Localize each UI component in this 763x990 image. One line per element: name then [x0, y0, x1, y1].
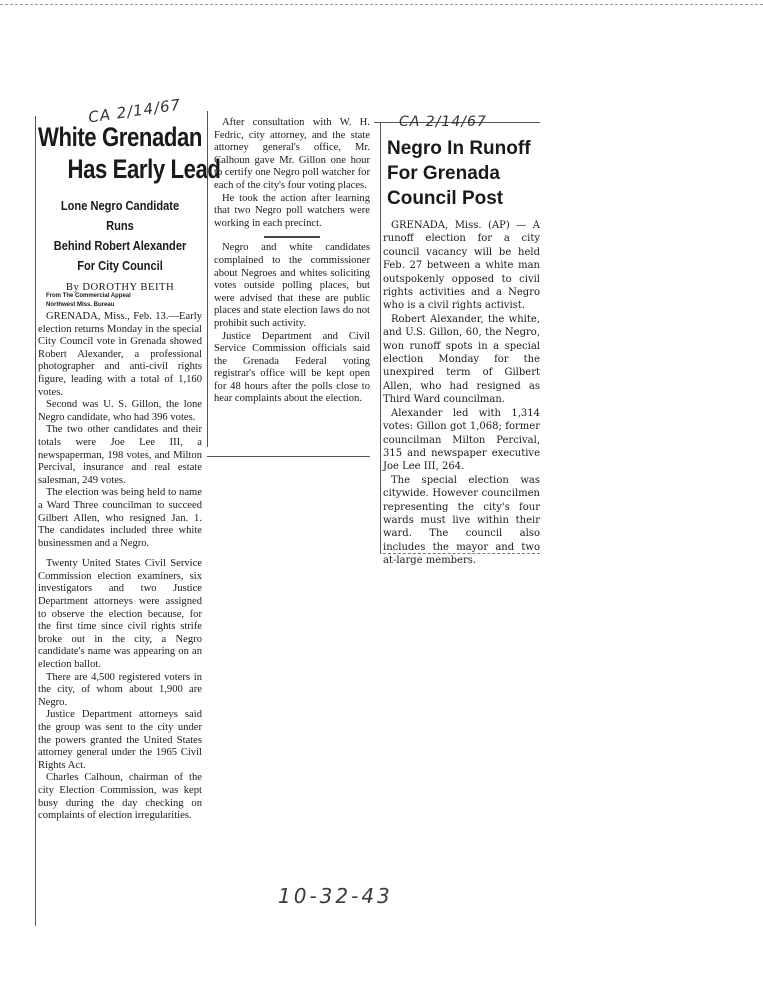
subheadline	[48, 196, 192, 276]
byline: By DOROTHY BEITH	[65, 282, 175, 293]
paragraph: Robert Alexander, the white, and U.S. Gillon, 60, the Negro, won runoff spots in a special election Monday for the unexpired term of Gilbert Allen, who had resigned as Third Ward councilman.	[383, 313, 540, 406]
headline	[387, 136, 540, 211]
handwritten-file-number: 10-32-43	[278, 884, 393, 908]
scan-edge-line	[0, 4, 763, 5]
headline-line-3: Council Post	[387, 188, 504, 209]
clipping-continuation	[214, 117, 370, 451]
credit-line-2: Northwest Miss. Bureau	[46, 302, 115, 308]
handwritten-date-note: CA 2/14/67	[399, 114, 487, 130]
clipping-rule	[383, 553, 540, 554]
clipping-rule	[207, 456, 370, 457]
paragraph: GRENADA, Miss. (AP) — A runoff election for a city council vacancy will be held Feb. 27 between a white man outspokenly opposed to civil rights activities and a Negro who is a civil rights activist.	[383, 220, 540, 312]
subheadline-line-1: Lone Negro Candidate Runs	[60, 199, 180, 233]
clipping-rule	[35, 116, 36, 926]
headline-line-1: White Grenadan	[38, 122, 203, 152]
paragraph: There are 4,500 registered voters in the city, of whom about 1,900 are Negro.	[38, 671, 202, 708]
credit-line-1: From The Commercial Appeal	[46, 293, 131, 299]
clipping-rule	[207, 111, 208, 447]
paragraph: After consultation with W. H. Fedric, city attorney, and the state attorney general's office, Mr. Calhoun gave Mr. Gillon one hour to certify one Negro poll watcher for each of the city's four voting places.	[214, 117, 370, 191]
paragraph: Justice Department attorneys said the group was sent to the city under the powers granted the United States attorney general under the 1965 Civil Rights Act.	[38, 709, 202, 771]
paragraph: Twenty United States Civil Service Commission election examiners, six investigators and two Justice Department attorneys were assigned to observe the election because, for the first time since civil rights strife broke out in the city, a Negro candidate's name was appearing on an election ballot.	[38, 558, 202, 671]
article-body	[38, 311, 202, 823]
paragraph: He took the action after learning that two Negro poll watchers were working in each precinct.	[214, 192, 370, 229]
paragraph: The two other candidates and their totals were Joe Lee III, a newspaperman, 198 votes, and Milton Percival, insurance and real estate salesman, 249 votes.	[38, 424, 202, 486]
handwritten-date-note: CA 2/14/67	[87, 95, 183, 127]
headline-line-2: For Grenada	[387, 163, 500, 184]
paragraph: GRENADA, Miss., Feb. 13.—Early election returns Monday in the special City Council vote in Grenada showed Robert Alexander, a professional photographer and anti-civil rights figure, leading with a total of 1,160 votes.	[38, 311, 202, 398]
paragraph: Charles Calhoun, chairman of the city Election Commission, was kept busy during the day checking on complaints of election irregularities.	[38, 772, 202, 822]
headline-line-1: Negro In Runoff	[387, 138, 531, 159]
paragraph: The special election was citywide. However councilmen representing the city's four wards must live within their ward. The council also includes the mayor and two at-large members.	[383, 474, 540, 567]
clipping-white-grenadan	[38, 95, 221, 928]
subheadline-line-3: For City Council	[77, 259, 163, 273]
paragraph: Justice Department and Civil Service Commission officials said the Grenada Federal voting registrar's office will be kept open for 48 hours after the polls close to hear complaints about the election.	[214, 330, 370, 405]
article-body	[214, 117, 370, 406]
clipping-rule	[380, 122, 381, 554]
subheadline-line-2: Behind Robert Alexander	[53, 239, 187, 253]
section-divider	[264, 236, 320, 238]
clipping-negro-in-runoff	[383, 114, 540, 567]
paragraph: Negro and white candidates complained to the commissioner about Negroes and whites soliciting votes outside polling places, but were advised that these are public places and state election laws do not prohibit such activity.	[214, 242, 370, 329]
paragraph: The election was being held to name a Ward Three councilman to succeed Gilbert Allen, who resigned Jan. 1. The candidates included three white businessmen and a Negro.	[38, 487, 202, 549]
paragraph: Second was U. S. Gillon, the lone Negro candidate, who had 396 votes.	[38, 399, 202, 423]
paragraph: Alexander led with 1,314 votes: Gillon got 1,068; former councilman Milton Percival, 315 and newspaper executive Joe Lee III, 264.	[383, 407, 540, 473]
article-body	[383, 219, 540, 568]
headline-line-2: Has Early Lead	[67, 154, 221, 184]
